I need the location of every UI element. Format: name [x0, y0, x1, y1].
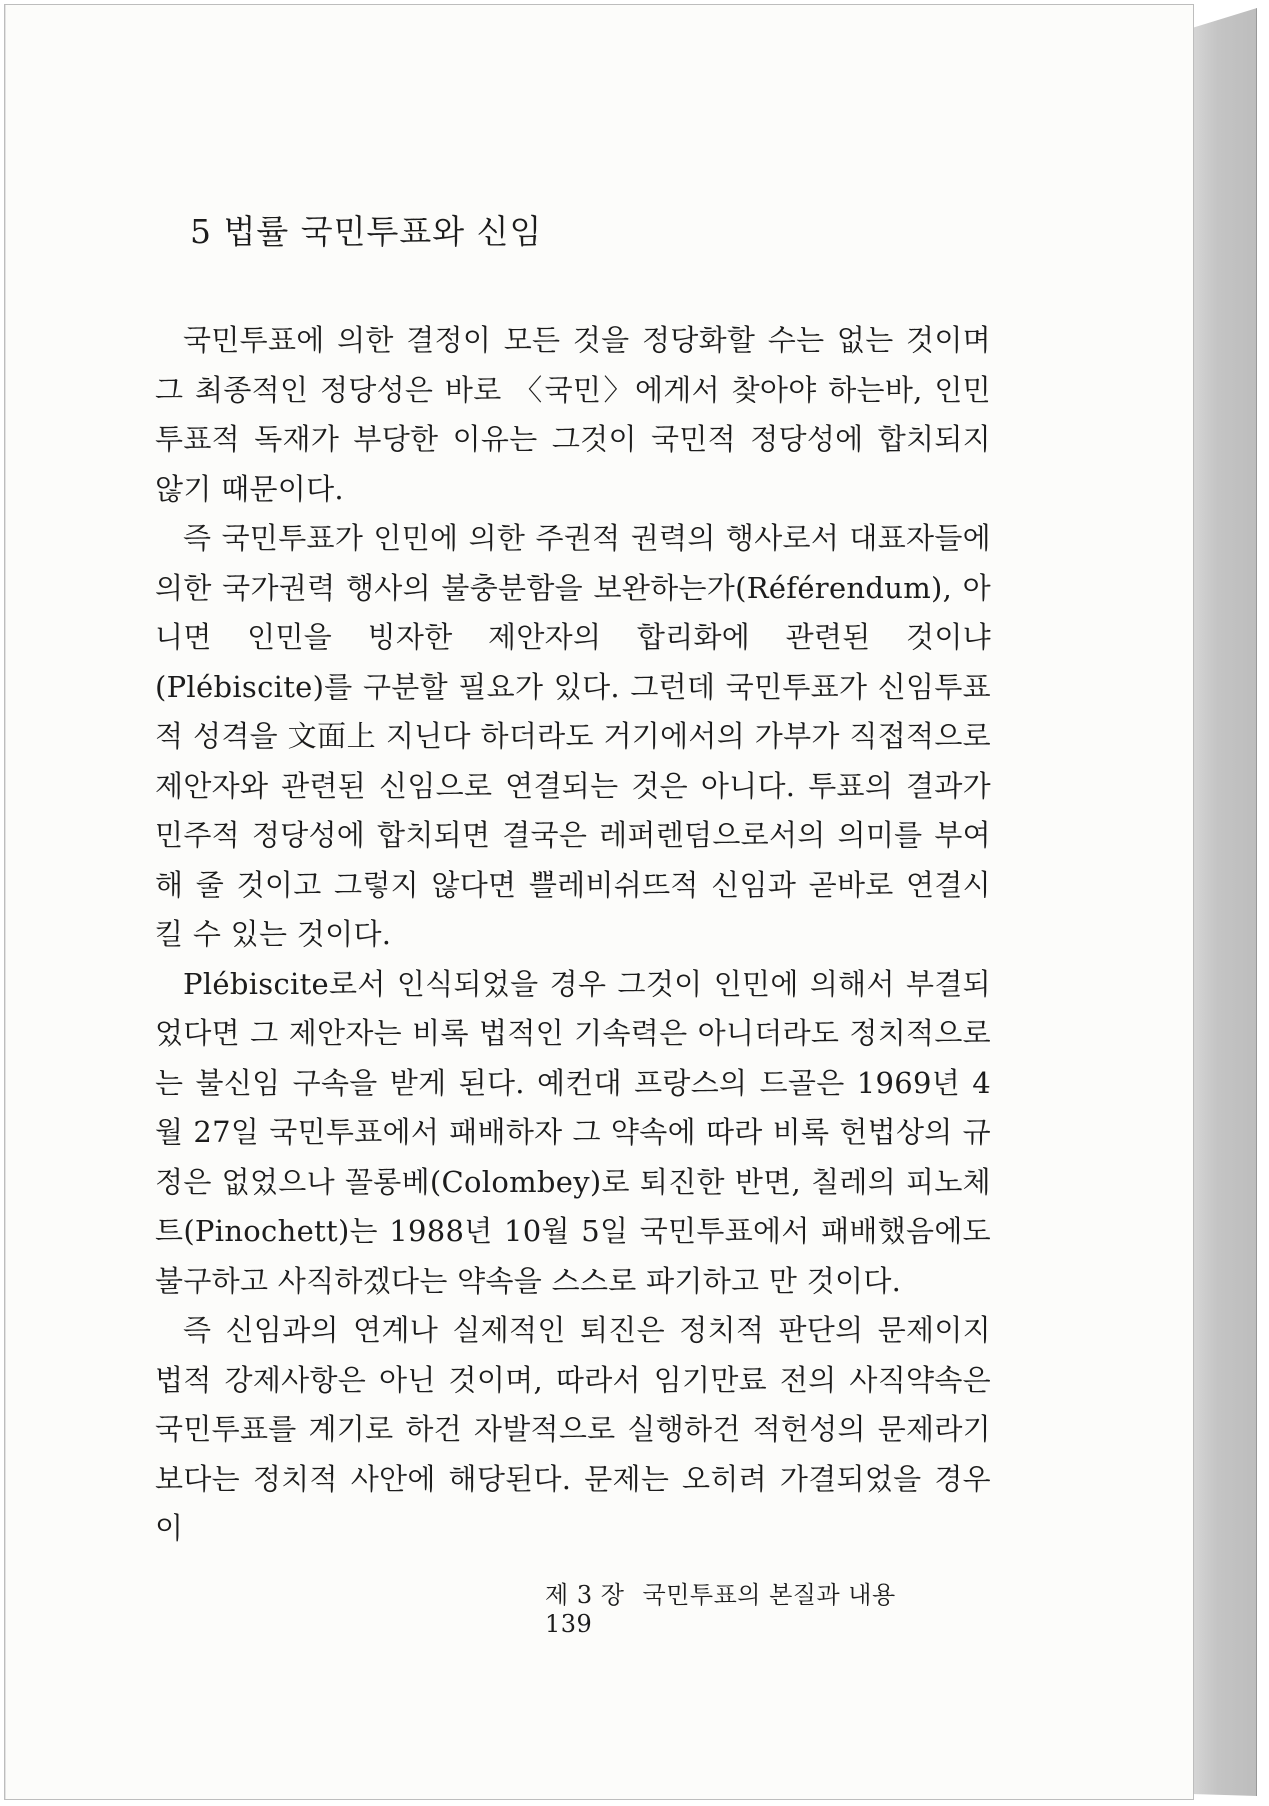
page-content — [155, 210, 991, 1554]
body-text — [155, 316, 991, 1554]
footer-chapter: 제 3 장 — [545, 1581, 625, 1609]
running-footer — [545, 1575, 965, 1638]
paragraph: 즉 국민투표가 인민에 의한 주권적 권력의 행사로서 대표자들에 의한 국가권력 행사의 불충분함을 보완하는가(Référendum), 아니면 인민을 빙자한 제안자의 합리화에 관련된 것이냐(Plébiscite)를 구분할 필요가 있다. 그런데 국민투표가 신임투표적 성격을 文面上 지닌다 하더라도 거기에서의 가부가 직접적으로 제안자와 관련된 신임으로 연결되는 것은 아니다. 투표의 결과가 민주적 정당성에 합치되면 결국은 레퍼렌덤으로서의 의미를 부여해 줄 것이고 그렇지 않다면 쁠레비쉬뜨적 신임과 곧바로 연결시킬 수 있는 것이다. — [155, 521, 991, 951]
paragraph: 국민투표에 의한 결정이 모든 것을 정당화할 수는 없는 것이며 그 최종적인 정당성은 바로 〈국민〉에게서 찾아야 하는바, 인민투표적 독재가 부당한 이유는 그것이 국민적 정당성에 합치되지 않기 때문이다. — [155, 323, 991, 506]
page — [4, 4, 1194, 1800]
footer-chapter-title: 국민투표의 본질과 내용 — [642, 1581, 896, 1609]
section-title: 5 법률 국민투표와 신임 — [190, 212, 543, 251]
page-number: 139 — [545, 1610, 593, 1638]
book-page-edge — [1192, 8, 1257, 1796]
paragraph: Plébiscite로서 인식되었을 경우 그것이 인민에 의해서 부결되었다면 그 제안자는 비록 법적인 기속력은 아니더라도 정치적으로는 불신임 구속을 받게 된다. 예컨대 프랑스의 드골은 1969년 4월 27일 국민투표에서 패배하자 그 약속에 따라 비록 헌법상의 규정은 없었으나 꼴롱베(Colombey)로 퇴진한 반면, 칠레의 피노체트(Pinochett)는 1988년 10월 5일 국민투표에서 패배했음에도 불구하고 사직하겠다는 약속을 스스로 파기하고 만 것이다. — [155, 966, 991, 1298]
paragraph: 즉 신임과의 연계나 실제적인 퇴진은 정치적 판단의 문제이지 법적 강제사항은 아닌 것이며, 따라서 임기만료 전의 사직약속은 국민투표를 계기로 하건 자발적으로 실행하건 적헌성의 문제라기보다는 정치적 사안에 해당된다. 문제는 오히려 가결되었을 경우이 — [155, 1313, 991, 1545]
